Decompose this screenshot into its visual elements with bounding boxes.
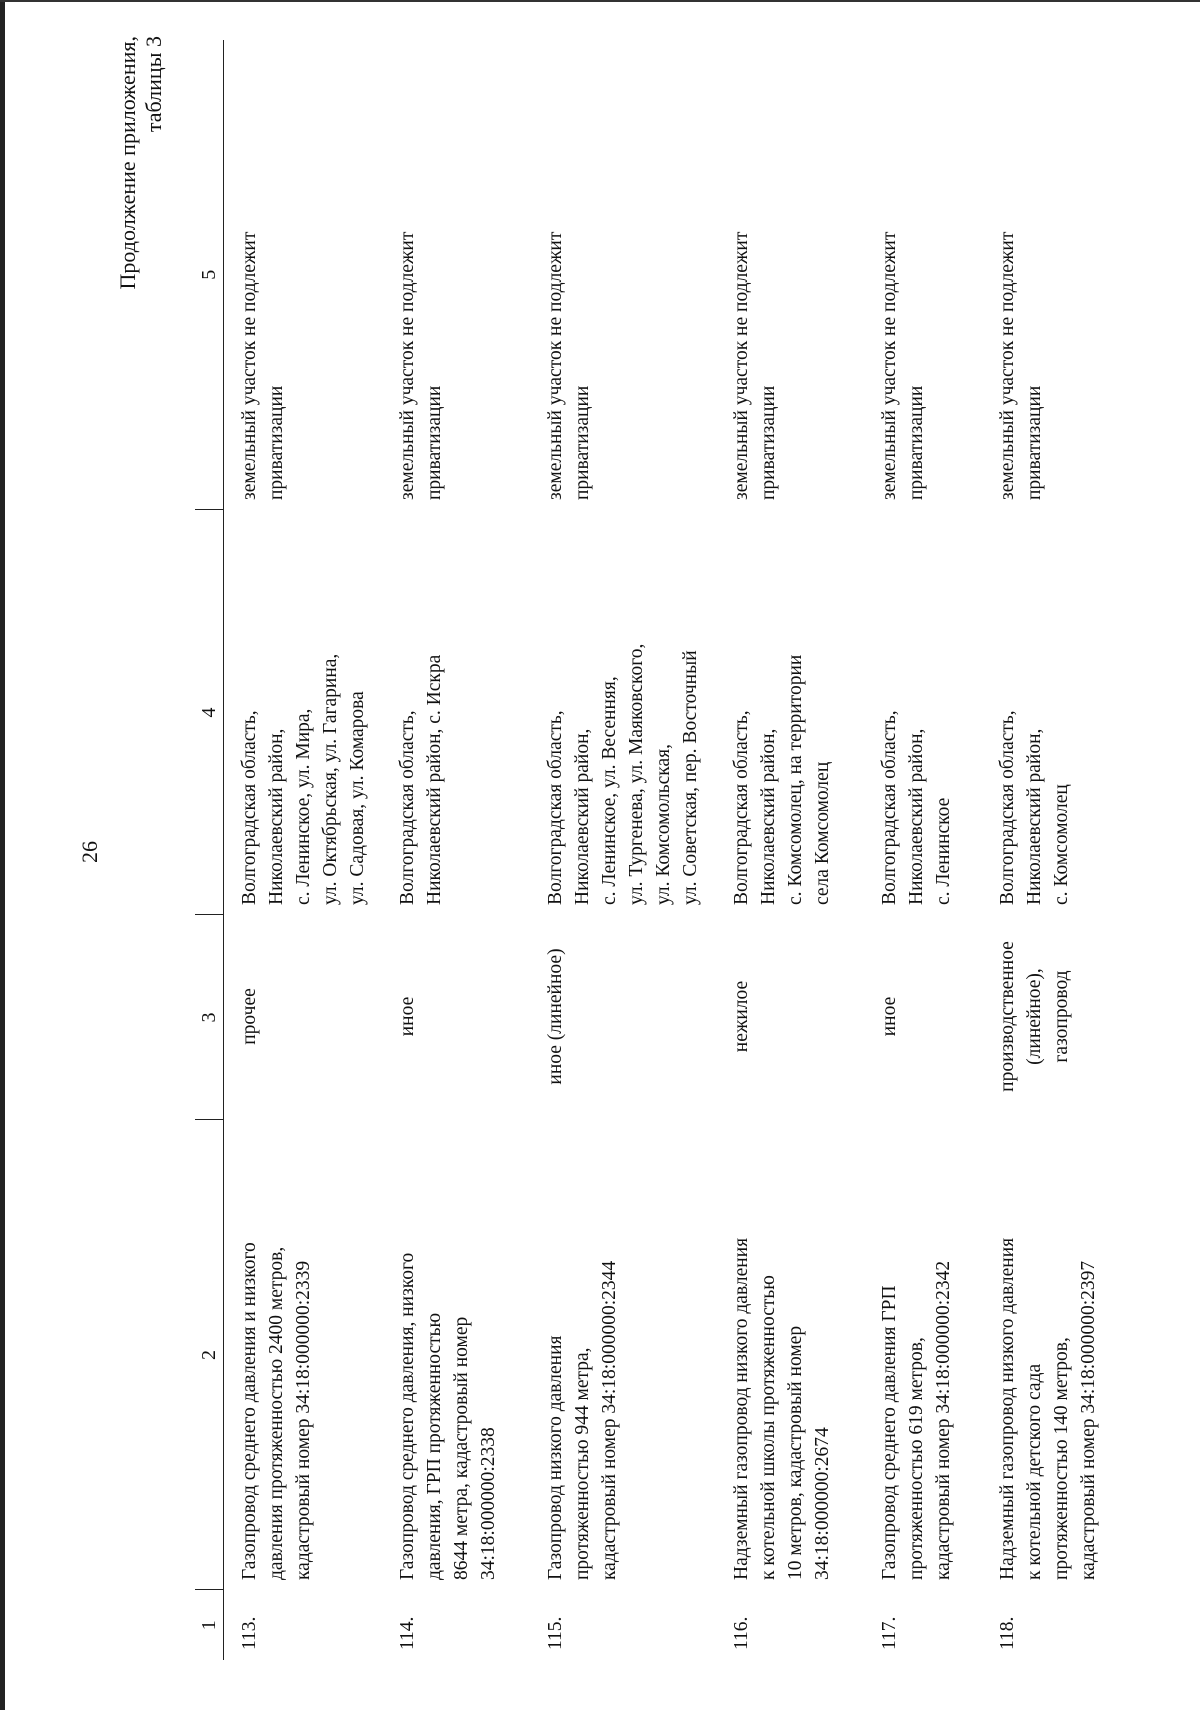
address: Волгоградская область, Николаевский район, с. Ленинское, ул. Весенняя, ул. Тургенева, ул. Маяковского, ул. Комсомольская, ул. Советская, пер. Восточный	[545, 643, 701, 905]
continuation-line-2: таблицы 3	[141, 36, 166, 133]
row-number: 114.	[397, 1616, 418, 1650]
address: Волгоградская область, Николаевский район, с. Комсомолец	[997, 710, 1072, 905]
object-description: Газопровод среднего давления ГРП протяженностью 619 метров, кадастровый номер 34:18:000000:2342	[879, 1260, 954, 1580]
row-number: 115.	[545, 1616, 566, 1650]
object-description: Газопровод среднего давления и низкого давления протяженностью 2400 метров, кадастровый номер 34:18:000000:2339	[239, 1242, 314, 1580]
rotated-page	[35, 32, 1195, 1672]
purpose: иное (линейное)	[545, 948, 566, 1085]
row-number: 118.	[997, 1616, 1018, 1650]
note: земельный участок не подлежит приватизации	[239, 231, 287, 500]
note: земельный участок не подлежит приватизации	[545, 231, 593, 500]
note: земельный участок не подлежит приватизации	[879, 231, 927, 500]
header-row	[195, 40, 224, 1660]
address: Волгоградская область, Николаевский район, с. Ленинское, ул. Мира, ул. Октябрьская, ул. Гагарина, ул. Садовая, ул. Комарова	[239, 653, 368, 905]
table-row	[382, 40, 530, 1660]
table-row	[864, 40, 982, 1660]
object-description: Газопровод среднего давления, низкого давления, ГРП протяженностью 8644 метра, кадастровый номер 34:18:000000:2338	[397, 1252, 499, 1580]
purpose: производственное (линейное), газопровод	[997, 941, 1072, 1092]
scan-left-edge	[0, 0, 5, 1710]
row-number: 113.	[239, 1616, 260, 1650]
note: земельный участок не подлежит приватизации	[731, 231, 779, 500]
header-col-2: 2	[195, 1120, 224, 1590]
continuation-note	[115, 36, 167, 289]
table-row	[224, 40, 383, 1660]
address: Волгоградская область, Николаевский район, с. Комсомолец, на территории села Комсомолец	[731, 654, 833, 905]
table-row	[716, 40, 864, 1660]
address: Волгоградская область, Николаевский район, с. Искра	[397, 654, 445, 905]
table-row	[530, 40, 716, 1660]
page-number: 26	[77, 841, 102, 863]
purpose: прочее	[239, 988, 260, 1045]
object-description: Газопровод низкого давления протяженностью 944 метра, кадастровый номер 34:18:000000:2344	[545, 1260, 620, 1580]
header-col-5: 5	[195, 40, 224, 510]
scan-top-edge	[0, 0, 1200, 2]
purpose: иное	[879, 996, 900, 1037]
header-col-4: 4	[195, 510, 224, 915]
property-table	[195, 40, 1122, 1660]
table-row	[982, 40, 1122, 1660]
object-description: Надземный газопровод низкого давления к котельной школы протяженностью 10 метров, кадастровый номер 34:18:000000:2674	[731, 1237, 833, 1580]
note: земельный участок не подлежит приватизации	[397, 231, 445, 500]
purpose: нежилое	[731, 980, 752, 1053]
purpose: иное	[397, 996, 418, 1037]
row-number: 117.	[879, 1616, 900, 1650]
header-col-3: 3	[195, 915, 224, 1120]
object-description: Надземный газопровод низкого давления к котельной детского сада протяженностью 140 метров, кадастровый номер 34:18:000000:2397	[997, 1237, 1099, 1580]
continuation-line-1: Продолжение приложения,	[115, 36, 140, 290]
address: Волгоградская область, Николаевский район, с. Ленинское	[879, 710, 954, 905]
header-col-1: 1	[195, 1590, 224, 1660]
note: земельный участок не подлежит приватизации	[997, 231, 1045, 500]
row-number: 116.	[731, 1616, 752, 1650]
